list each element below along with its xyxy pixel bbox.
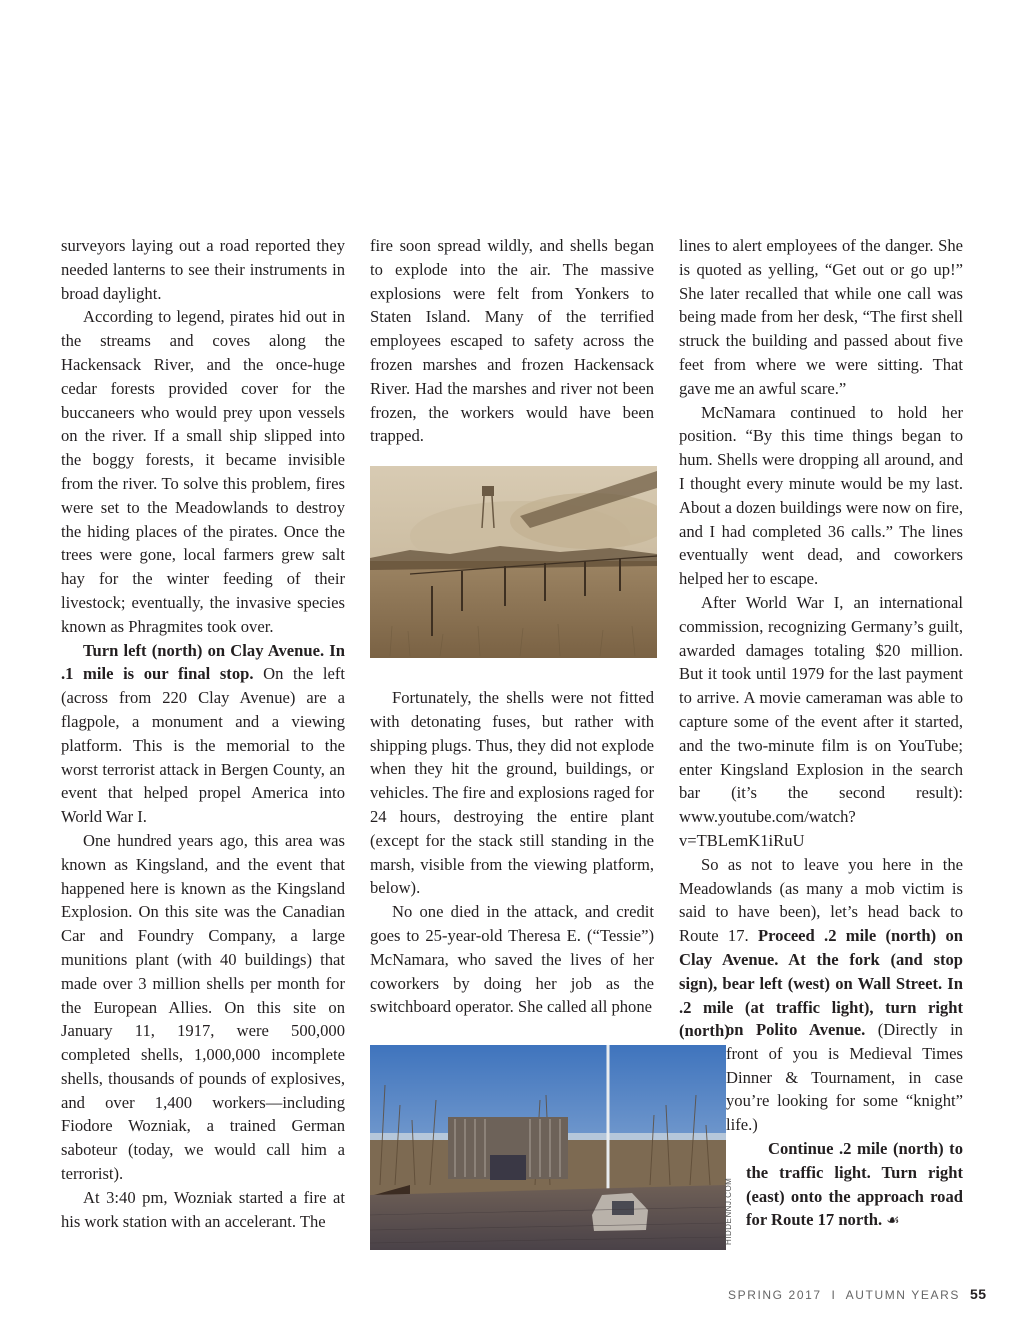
paragraph: At 3:40 pm, Wozniak started a fire at his work station with an accelerant. The xyxy=(61,1187,345,1231)
direction-text: Proceed .2 mile (north) on Clay Avenue. At the fork (and stop sign), bear left (west) on Wall Street. In .2 mile (at traffic light), turn right (north) xyxy=(679,926,963,1041)
issue-label: SPRING 2017 I AUTUMN YEARS xyxy=(728,1288,960,1302)
paragraph: After World War I, an international commission, recognizing Germany’s guilt, awarded damages totaling $20 million. But it took until 1979 for the last payment to arrive. A movie cameraman was able to capture some of the event after it started, and the two-minute film is on YouTube; enter Kingsland Explosion in the search bar (it’s the second result): www.youtube.com/watch?v=TBLemK1iRuU xyxy=(679,592,963,850)
paragraph: lines to alert employees of the danger. She is quoted as yelling, “Get out or go up!” She later recalled that while one call was being made from her desk, “The first shell struck the building and passed about five feet from where we were sitting. That gave me an awful scare.” xyxy=(679,236,963,398)
paragraph: McNamara continued to hold her position. “By this time things began to hum. Shells were dropping all around, and I thought every minute would be my last. About a dozen buildings were now on fire, and I had completed 36 calls.” The lines eventually went dead, and coworkers helped her to escape. xyxy=(679,402,963,589)
column-2-bottom xyxy=(370,686,654,1019)
direction-text: on Polito Avenue. xyxy=(726,1020,866,1039)
paragraph: Turn left (north) on Clay Avenue. In .1 mile is our final stop. On the left (across from 220 Clay Avenue) are a flagpole, a monument and a viewing platform. This is the memorial to the worst terrorist attack in Bergen County, an event that helped propel America into World War I. xyxy=(61,640,345,827)
paragraph: Fortunately, the shells were not fitted with detonating fuses, but rather with shipping plugs. Thus, they did not explode when they hit the ground, buildings, or vehicles. The fire and explosions raged for 24 hours, destroying the entire plant (except for the stack still standing in the marsh, visible from the viewing platform, below). xyxy=(370,688,654,898)
direction-text: Turn left (north) on Clay Avenue. In .1 mile is our final stop. xyxy=(61,640,345,684)
photo-credit: HIDDENNJ.COM xyxy=(724,1177,733,1245)
memorial-photo xyxy=(370,1045,726,1250)
paragraph: on Polito Avenue. (Directly in front of you is Medieval Times Dinner & Tournament, in case you’re looking for some “knight” life.) xyxy=(726,1020,963,1135)
column-1 xyxy=(61,234,345,1233)
explosion-photo xyxy=(370,466,657,658)
paragraph xyxy=(746,1137,963,1234)
page-footer xyxy=(728,1286,987,1302)
column-3 xyxy=(679,234,963,1043)
end-mark-icon: ☙ xyxy=(886,1213,900,1230)
paragraph: fire soon spread wildly, and shells began to explode into the air. The massive explosions were felt from Yonkers to Staten Island. Many of the terrified employees escaped to safety across the frozen marshes and frozen Hackensack River. Had the marshes and river not been frozen, the workers would have been trapped. xyxy=(370,236,654,446)
paragraph: One hundred years ago, this area was known as Kingsland, and the event that happened here is known as the Kingsland Explosion. On this site was the Canadian Car and Foundry Company, a large munitions plant (with 40 buildings) that made over 3 million shells per month for the European Allies. On this site on January 11, 1917, were 500,000 completed shells, 1,000,000 incomplete shells, thousands of pounds of explosives, and over 1,400 workers—including Fiodore Wozniak, a trained German saboteur (today, we would call him a terrorist). xyxy=(61,830,345,1184)
column-2-top xyxy=(370,234,654,448)
direction-text: Continue .2 mile (north) to the traffic light. Turn right (east) onto the approach road for Route 17 north. xyxy=(746,1138,963,1230)
paragraph: surveyors laying out a road reported they needed lanterns to see their instruments in broad daylight. xyxy=(61,236,345,303)
page-number: 55 xyxy=(969,1286,987,1302)
paragraph: According to legend, pirates hid out in the streams and coves along the Hackensack River, and the once-huge cedar forests provided cover for the buccaneers who would prey upon vessels on the river. If a small ship slipped into the boggy forests, it became invisible from the river. To solve this problem, fires were set to the Meadowlands to destroy the hiding places of the pirates. Once the trees were gone, local farmers grew salt hay for the winter feeding of their livestock; eventually, the invasive species known as Phragmites took over. xyxy=(61,307,345,636)
paragraph: No one died in the attack, and credit goes to 25-year-old Theresa E. (“Tessie”) McNamara, who saved the lives of her coworkers by doing her job as the switchboard operator. She called all phone xyxy=(370,902,654,1017)
explosion-scene-image xyxy=(370,466,657,658)
memorial-scene-image xyxy=(370,1045,726,1250)
paragraph: So as not to leave you here in the Meadowlands (as many a mob victim is said to have been), let’s head back to Route 17. Proceed .2 mile (north) on Clay Avenue. At the fork (and stop sign), bear left (west) on Wall Street. In .2 mile (at traffic light), turn right (north) xyxy=(679,854,963,1041)
